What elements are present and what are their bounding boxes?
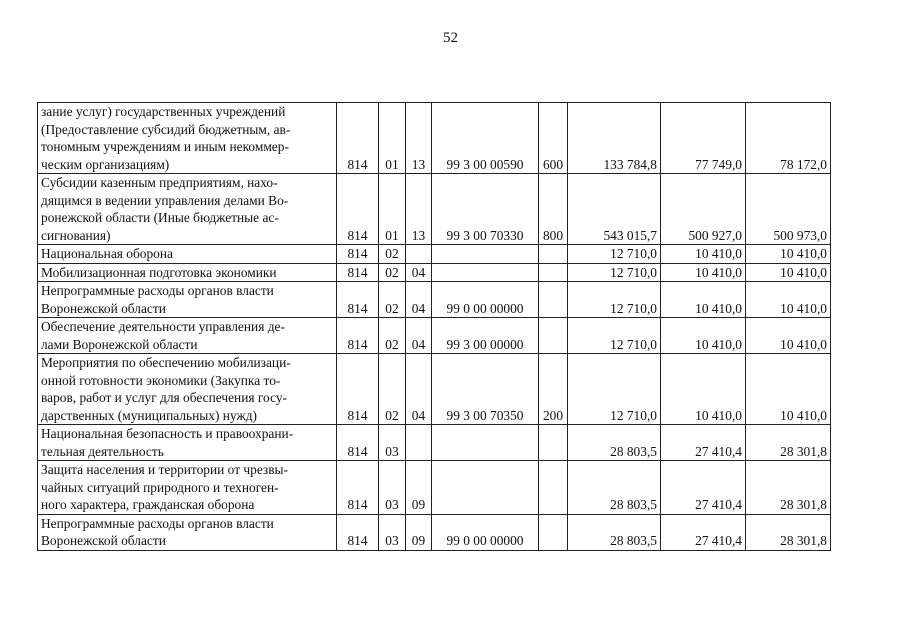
table-row xyxy=(38,318,831,354)
item-name-line: зание услуг) государственных учреждений xyxy=(41,104,286,119)
subsection-code-cell: 13 xyxy=(406,174,432,245)
subsection-code-cell: 09 xyxy=(406,461,432,515)
section-code-cell: 02 xyxy=(379,282,406,318)
item-name-cell xyxy=(38,425,337,461)
item-name-line: Воронежской области xyxy=(41,300,166,316)
item-name-line: сигнования) xyxy=(41,227,111,243)
item-name-line: ного характера, гражданская оборона xyxy=(41,497,255,512)
ministry-code-cell: 814 xyxy=(337,461,379,515)
target-article-cell: 99 3 00 70350 xyxy=(432,354,539,425)
table-row xyxy=(38,174,831,245)
item-name-line: тономным учреждениям и иным некоммер- xyxy=(41,139,289,154)
amount-year2-cell: 10 410,0 xyxy=(661,245,746,264)
ministry-code-cell: 814 xyxy=(337,354,379,425)
section-code-cell: 02 xyxy=(379,245,406,264)
section-code-cell: 02 xyxy=(379,318,406,354)
table-row xyxy=(38,461,831,515)
item-name-cell xyxy=(38,318,337,354)
item-name-line: Субсидии казенным предприятиям, нахо- xyxy=(41,175,278,190)
target-article-cell xyxy=(432,263,539,282)
amount-year2-cell: 10 410,0 xyxy=(661,354,746,425)
item-name-line: Мобилизационная подготовка экономики xyxy=(41,264,277,280)
ministry-code-cell: 814 xyxy=(337,174,379,245)
expense-type-cell xyxy=(539,245,568,264)
item-name-line: Воронежской области xyxy=(41,533,166,548)
amount-year2-cell: 10 410,0 xyxy=(661,263,746,282)
amount-year3-cell: 28 301,8 xyxy=(746,425,831,461)
ministry-code-cell: 814 xyxy=(337,103,379,174)
item-name-line: Непрограммные расходы органов власти xyxy=(41,515,274,531)
section-code-cell: 01 xyxy=(379,174,406,245)
amount-year3-cell: 78 172,0 xyxy=(746,103,831,174)
subsection-code-cell: 09 xyxy=(406,514,432,550)
target-article-cell: 99 3 00 00590 xyxy=(432,103,539,174)
amount-year2-cell: 500 927,0 xyxy=(661,174,746,245)
page-number: 52 xyxy=(443,30,458,46)
ministry-code-cell: 814 xyxy=(337,282,379,318)
section-code-cell: 03 xyxy=(379,425,406,461)
amount-year1-cell: 12 710,0 xyxy=(568,354,661,425)
ministry-code-cell: 814 xyxy=(337,514,379,550)
table-row xyxy=(38,282,831,318)
section-code-cell: 01 xyxy=(379,103,406,174)
amount-year3-cell: 10 410,0 xyxy=(746,263,831,282)
target-article-cell xyxy=(432,461,539,515)
expense-type-cell: 200 xyxy=(539,354,568,425)
amount-year2-cell: 27 410,4 xyxy=(661,461,746,515)
amount-year3-cell: 10 410,0 xyxy=(746,318,831,354)
expense-type-cell: 800 xyxy=(539,174,568,245)
section-code-cell: 03 xyxy=(379,461,406,515)
section-code-cell: 03 xyxy=(379,514,406,550)
item-name-line: Непрограммные расходы органов власти xyxy=(41,283,274,298)
item-name-line: лами Воронежской области xyxy=(41,336,198,352)
subsection-code-cell: 04 xyxy=(406,354,432,425)
item-name-line: Мероприятия по обеспечению мобилизаци- xyxy=(41,355,291,370)
amount-year1-cell: 28 803,5 xyxy=(568,514,661,550)
item-name-line: тельная деятельность xyxy=(41,443,164,459)
amount-year3-cell: 10 410,0 xyxy=(746,354,831,425)
amount-year2-cell: 27 410,4 xyxy=(661,514,746,550)
target-article-cell xyxy=(432,425,539,461)
item-name-line: ческим организациям) xyxy=(41,156,170,172)
amount-year1-cell: 12 710,0 xyxy=(568,245,661,264)
table-row xyxy=(38,514,831,550)
item-name-cell xyxy=(38,174,337,245)
expense-type-cell xyxy=(539,318,568,354)
amount-year1-cell: 12 710,0 xyxy=(568,263,661,282)
amount-year1-cell: 28 803,5 xyxy=(568,425,661,461)
amount-year1-cell: 12 710,0 xyxy=(568,318,661,354)
item-name-line: Национальная оборона xyxy=(41,246,173,261)
item-name-line: дарственных (муниципальных) нужд) xyxy=(41,407,257,423)
item-name-cell xyxy=(38,245,337,264)
subsection-code-cell xyxy=(406,245,432,264)
item-name-cell xyxy=(38,103,337,174)
amount-year3-cell: 10 410,0 xyxy=(746,245,831,264)
item-name-cell xyxy=(38,263,337,282)
amount-year3-cell: 28 301,8 xyxy=(746,461,831,515)
expense-type-cell xyxy=(539,425,568,461)
amount-year1-cell: 28 803,5 xyxy=(568,461,661,515)
item-name-line: ронежской области (Иные бюджетные ас- xyxy=(41,210,279,225)
amount-year1-cell: 133 784,8 xyxy=(568,103,661,174)
amount-year1-cell: 12 710,0 xyxy=(568,282,661,318)
table-row xyxy=(38,263,831,282)
amount-year2-cell: 10 410,0 xyxy=(661,282,746,318)
target-article-cell: 99 3 00 00000 xyxy=(432,318,539,354)
subsection-code-cell: 04 xyxy=(406,282,432,318)
section-code-cell: 02 xyxy=(379,354,406,425)
item-name-cell xyxy=(38,514,337,550)
budget-table-container xyxy=(37,102,831,551)
ministry-code-cell: 814 xyxy=(337,425,379,461)
subsection-code-cell: 13 xyxy=(406,103,432,174)
item-name-line: онной готовности экономики (Закупка то- xyxy=(41,372,281,388)
amount-year2-cell: 27 410,4 xyxy=(661,425,746,461)
item-name-cell xyxy=(38,354,337,425)
amount-year2-cell: 77 749,0 xyxy=(661,103,746,174)
subsection-code-cell: 04 xyxy=(406,263,432,282)
item-name-line: дящимся в ведении управления делами Во- xyxy=(41,192,289,208)
item-name-cell xyxy=(38,461,337,515)
target-article-cell: 99 0 00 00000 xyxy=(432,282,539,318)
item-name-line: варов, работ и услуг для обеспечения госу- xyxy=(41,390,287,405)
section-code-cell: 02 xyxy=(379,263,406,282)
target-article-cell: 99 3 00 70330 xyxy=(432,174,539,245)
table-row xyxy=(38,245,831,264)
table-row xyxy=(38,103,831,174)
expense-type-cell xyxy=(539,263,568,282)
item-name-line: Защита населения и территории от чрезвы- xyxy=(41,462,288,477)
amount-year3-cell: 28 301,8 xyxy=(746,514,831,550)
budget-table-body xyxy=(38,103,831,551)
item-name-cell xyxy=(38,282,337,318)
expense-type-cell xyxy=(539,282,568,318)
expense-type-cell xyxy=(539,461,568,515)
target-article-cell: 99 0 00 00000 xyxy=(432,514,539,550)
expense-type-cell xyxy=(539,514,568,550)
item-name-line: Национальная безопасность и правоохрани- xyxy=(41,426,294,441)
expense-type-cell: 600 xyxy=(539,103,568,174)
amount-year1-cell: 543 015,7 xyxy=(568,174,661,245)
ministry-code-cell: 814 xyxy=(337,318,379,354)
amount-year3-cell: 500 973,0 xyxy=(746,174,831,245)
ministry-code-cell: 814 xyxy=(337,245,379,264)
item-name-line: (Предоставление субсидий бюджетным, ав- xyxy=(41,121,291,137)
subsection-code-cell: 04 xyxy=(406,318,432,354)
target-article-cell xyxy=(432,245,539,264)
amount-year2-cell: 10 410,0 xyxy=(661,318,746,354)
table-row xyxy=(38,425,831,461)
item-name-line: Обеспечение деятельности управления де- xyxy=(41,319,285,334)
table-row xyxy=(38,354,831,425)
amount-year3-cell: 10 410,0 xyxy=(746,282,831,318)
budget-table xyxy=(37,102,831,551)
item-name-line: чайных ситуаций природного и техноген- xyxy=(41,479,279,495)
ministry-code-cell: 814 xyxy=(337,263,379,282)
subsection-code-cell xyxy=(406,425,432,461)
